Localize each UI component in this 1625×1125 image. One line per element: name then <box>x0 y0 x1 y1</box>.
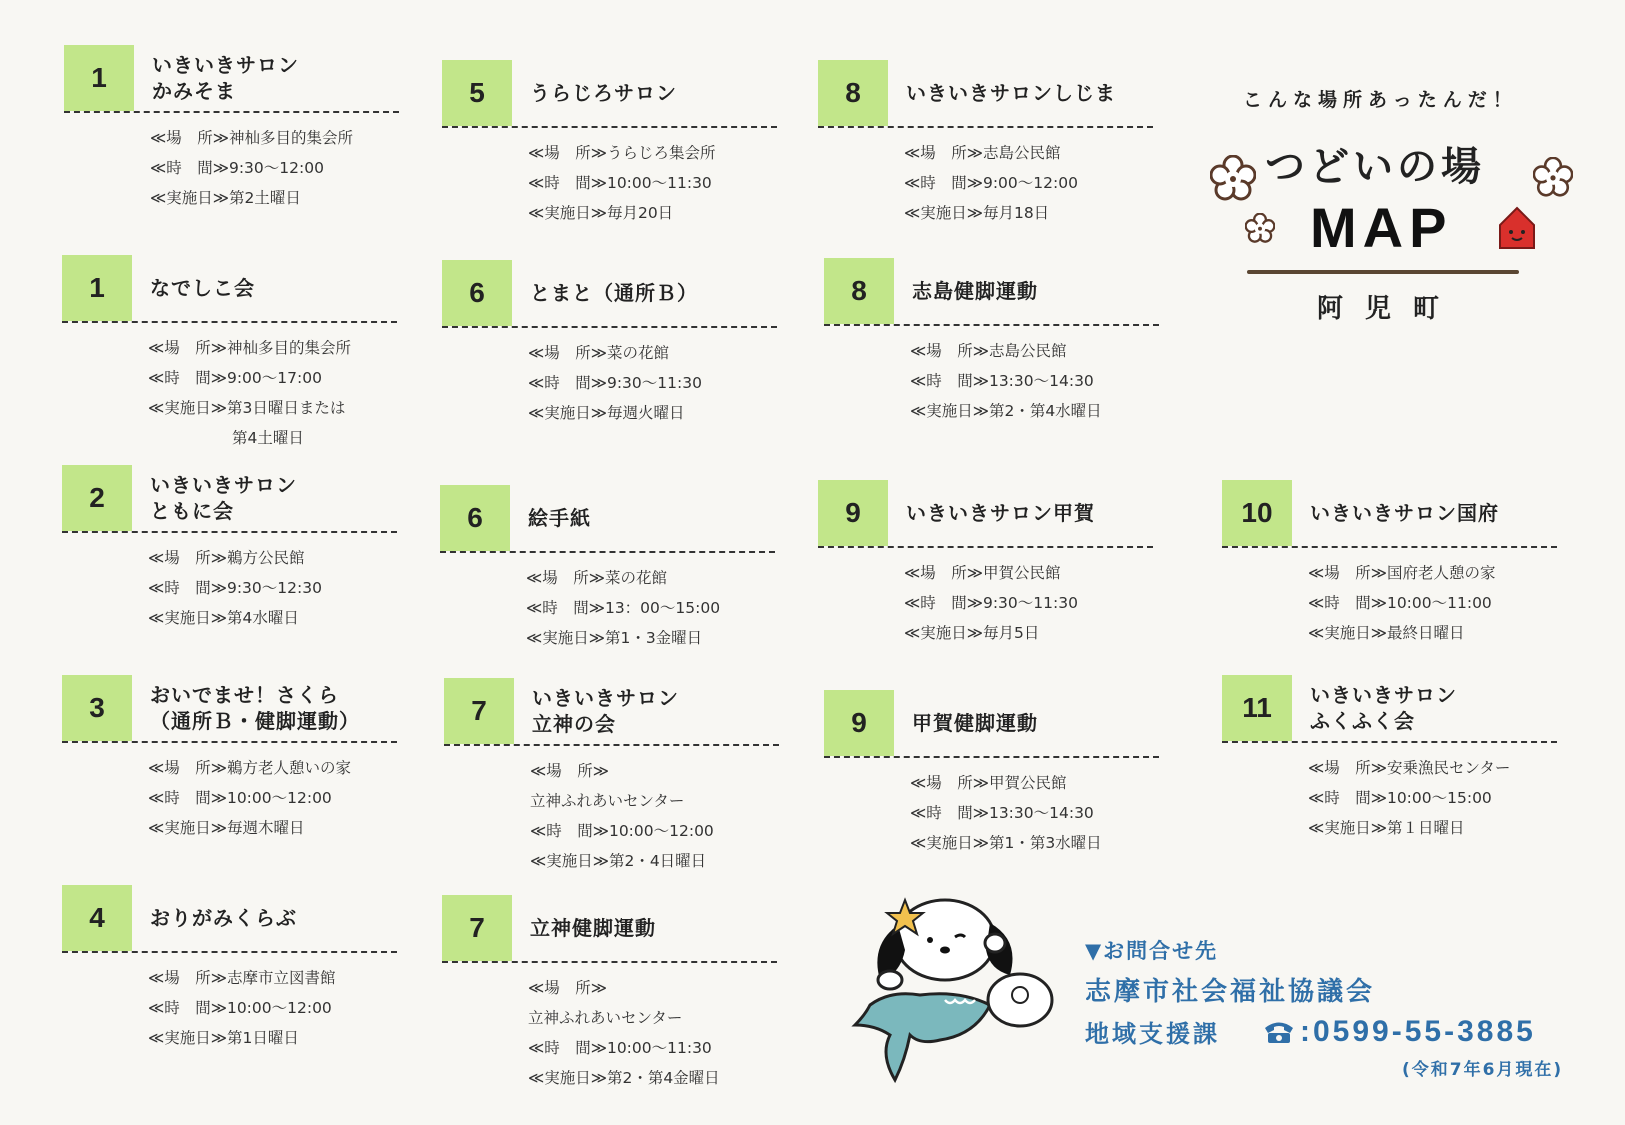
event-card <box>62 255 397 453</box>
card-detail-line: ≪時 間≫13：00～15:00 <box>526 599 721 617</box>
card-header <box>442 895 777 963</box>
card-detail-line: ≪時 間≫9:00～17:00 <box>148 369 322 387</box>
card-detail-line: 立神ふれあいセンター <box>528 1009 683 1027</box>
card-detail-line: ≪場 所≫志島公民館 <box>904 144 1061 162</box>
card-detail-line: ≪実施日≫毎月20日 <box>528 204 674 222</box>
card-detail-line: ≪場 所≫志島公民館 <box>910 342 1067 360</box>
card-header <box>442 60 777 128</box>
card-header <box>440 485 775 553</box>
title-panel <box>1215 85 1575 335</box>
card-header <box>444 678 779 746</box>
card-detail-line: ≪場 所≫甲賀公民館 <box>910 774 1067 792</box>
event-card <box>824 258 1159 426</box>
card-number-badge: 7 <box>444 678 514 744</box>
card-details <box>528 973 777 1093</box>
town-name: 阿児町 <box>1317 294 1462 324</box>
event-card <box>444 678 779 876</box>
card-details <box>910 336 1159 426</box>
card-number-badge: 4 <box>62 885 132 951</box>
contact-row <box>1085 1014 1536 1049</box>
card-details <box>526 563 775 653</box>
card-title: とまと（通所Ｂ） <box>530 281 698 305</box>
card-details <box>150 123 399 213</box>
card-title: 甲賀健脚運動 <box>912 711 1038 735</box>
card-details <box>148 753 397 843</box>
card-detail-line: ≪場 所≫安乗漁民センター <box>1308 759 1511 777</box>
card-detail-line: ≪実施日≫第4水曜日 <box>148 609 299 627</box>
card-details <box>530 756 779 876</box>
phone-icon <box>1262 1019 1296 1045</box>
card-number-badge: 8 <box>818 60 888 126</box>
card-title: 志島健脚運動 <box>912 279 1038 303</box>
card-detail-line: ≪実施日≫毎週火曜日 <box>528 404 685 422</box>
card-header <box>1222 480 1557 548</box>
card-number-badge: 7 <box>442 895 512 961</box>
card-number-badge: 10 <box>1222 480 1292 546</box>
card-detail-line: ≪実施日≫第2・4日曜日 <box>530 852 707 870</box>
event-card <box>442 60 777 228</box>
card-number-badge: 6 <box>442 260 512 326</box>
card-detail-line: ≪実施日≫第3日曜日または <box>148 399 346 417</box>
card-detail-line: ≪場 所≫ <box>530 762 609 780</box>
card-number-badge: 1 <box>62 255 132 321</box>
card-header <box>62 675 397 743</box>
card-header <box>62 255 397 323</box>
card-header <box>818 480 1153 548</box>
card-detail-line: ≪時 間≫10:00～15:00 <box>1308 789 1492 807</box>
card-title: いきいきサロン ふくふく会 <box>1310 683 1457 733</box>
card-detail-line: ≪場 所≫ <box>528 979 607 997</box>
card-title: 立神健脚運動 <box>530 916 656 940</box>
card-detail-line: ≪実施日≫第１日曜日 <box>1308 819 1465 837</box>
card-title: いきいきサロン 立神の会 <box>532 686 679 736</box>
card-detail-line: ≪実施日≫第2土曜日 <box>150 189 301 207</box>
card-number-badge: 2 <box>62 465 132 531</box>
card-detail-line: ≪場 所≫志摩市立図書館 <box>148 969 336 987</box>
card-detail-line: ≪場 所≫鵜方老人憩いの家 <box>148 759 351 777</box>
mascot-dog-mermaid-illustration <box>850 895 1075 1090</box>
card-detail-line: ≪場 所≫甲賀公民館 <box>904 564 1061 582</box>
card-number-badge: 1 <box>64 45 134 111</box>
card-detail-line: ≪実施日≫毎週木曜日 <box>148 819 305 837</box>
card-details <box>528 138 777 228</box>
card-detail-line: ≪場 所≫国府老人憩の家 <box>1308 564 1496 582</box>
card-details <box>910 768 1159 858</box>
card-detail-line: ≪実施日≫第1日曜日 <box>148 1029 299 1047</box>
card-details <box>904 138 1153 228</box>
card-detail-line: ≪実施日≫第1・第3水曜日 <box>910 834 1102 852</box>
card-detail-line: ≪時 間≫10:00～11:00 <box>1308 594 1492 612</box>
card-detail-line: ≪実施日≫最終日曜日 <box>1308 624 1465 642</box>
event-card <box>818 60 1153 228</box>
event-card <box>64 45 399 213</box>
card-detail-line: ≪場 所≫神杣多目的集会所 <box>150 129 353 147</box>
card-title: いきいきサロン かみそま <box>152 53 299 103</box>
card-detail-line: ≪時 間≫9:30～12:30 <box>148 579 322 597</box>
card-title: おいでませ！さくら （通所Ｂ・健脚運動） <box>150 683 360 733</box>
flower-icon <box>1210 155 1256 201</box>
date-note: (令和7年6月現在) <box>1402 1060 1564 1080</box>
map-title-line1: つどいの場 <box>1265 144 1485 190</box>
card-detail-line: ≪実施日≫毎月18日 <box>904 204 1050 222</box>
card-detail-line: ≪場 所≫鵜方公民館 <box>148 549 305 567</box>
card-detail-line: ≪時 間≫10:00～12:00 <box>530 822 714 840</box>
phone-number: :0599-55-3885 <box>1300 1014 1536 1048</box>
card-details <box>528 338 777 428</box>
card-header <box>824 258 1159 326</box>
card-details <box>904 558 1153 648</box>
card-details <box>1308 753 1557 843</box>
card-detail-line: ≪実施日≫第2・第4水曜日 <box>910 402 1102 420</box>
contact-block <box>1085 935 1536 1049</box>
card-detail-line: ≪時 間≫10:00～11:30 <box>528 174 712 192</box>
card-detail-line: ≪時 間≫9:30～12:00 <box>150 159 324 177</box>
card-title: いきいきサロン ともに会 <box>150 473 297 523</box>
card-detail-line: ≪場 所≫うらじろ集会所 <box>528 144 716 162</box>
card-header <box>818 60 1153 128</box>
event-card <box>62 675 397 843</box>
event-card <box>62 885 397 1053</box>
card-number-badge: 5 <box>442 60 512 126</box>
card-detail-line: ≪時 間≫9:00～12:00 <box>904 174 1078 192</box>
card-detail-line: ≪時 間≫9:30～11:30 <box>528 374 702 392</box>
house-icon <box>1497 205 1537 251</box>
contact-phone[interactable] <box>1262 1015 1536 1049</box>
event-card <box>62 465 397 633</box>
event-card <box>442 895 777 1093</box>
card-detail-line: ≪場 所≫神杣多目的集会所 <box>148 339 351 357</box>
card-detail-line: ≪場 所≫菜の花館 <box>526 569 667 587</box>
card-header <box>442 260 777 328</box>
card-detail-line: ≪場 所≫菜の花館 <box>528 344 669 362</box>
card-number-badge: 6 <box>440 485 510 551</box>
card-detail-line: ≪時 間≫10:00～12:00 <box>148 999 332 1017</box>
card-title: いきいきサロン国府 <box>1310 501 1499 525</box>
event-card <box>824 690 1159 858</box>
card-header <box>1222 675 1557 743</box>
card-number-badge: 9 <box>824 690 894 756</box>
card-header <box>824 690 1159 758</box>
card-details <box>148 963 397 1053</box>
card-title: いきいきサロンしじま <box>906 81 1116 105</box>
card-details <box>148 543 397 633</box>
card-number-badge: 11 <box>1222 675 1292 741</box>
event-card <box>442 260 777 428</box>
catch-copy: こんな場所あったんだ！ <box>1243 89 1518 111</box>
card-title: うらじろサロン <box>530 81 677 105</box>
card-number-badge: 9 <box>818 480 888 546</box>
card-detail-line: ≪時 間≫10:00～12:00 <box>148 789 332 807</box>
contact-label: ▼お問合せ先 <box>1085 939 1219 963</box>
card-title: おりがみくらぶ <box>150 906 297 930</box>
card-header <box>64 45 399 113</box>
card-details <box>148 333 397 453</box>
card-detail-line: 立神ふれあいセンター <box>530 792 685 810</box>
event-card <box>1222 480 1557 648</box>
card-title: 絵手紙 <box>528 506 591 530</box>
event-card <box>1222 675 1557 843</box>
flower-icon <box>1533 157 1573 197</box>
card-header <box>62 885 397 953</box>
flower-icon <box>1245 213 1275 243</box>
contact-department: 地域支援課 <box>1085 1020 1220 1048</box>
card-details <box>1308 558 1557 648</box>
card-title: いきいきサロン甲賀 <box>906 501 1095 525</box>
contact-organization: 志摩市社会福祉協議会 <box>1085 977 1376 1007</box>
map-title-line2: MAP <box>1310 196 1453 259</box>
card-number-badge: 3 <box>62 675 132 741</box>
card-detail-line: ≪時 間≫13:30～14:30 <box>910 372 1094 390</box>
card-number-badge: 8 <box>824 258 894 324</box>
card-detail-line: ≪時 間≫10:00～11:30 <box>528 1039 712 1057</box>
card-detail-line: ≪時 間≫13:30～14:30 <box>910 804 1094 822</box>
card-detail-line: ≪時 間≫9:30～11:30 <box>904 594 1078 612</box>
event-card <box>818 480 1153 648</box>
card-detail-line: ≪実施日≫第2・第4金曜日 <box>528 1069 720 1087</box>
card-title: なでしこ会 <box>150 276 255 300</box>
card-header <box>62 465 397 533</box>
card-detail-line: ≪実施日≫毎月5日 <box>904 624 1040 642</box>
event-card <box>440 485 775 653</box>
card-detail-line: ≪実施日≫第1・3金曜日 <box>526 629 703 647</box>
card-detail-line: 第4土曜日 <box>232 429 304 447</box>
title-divider <box>1247 270 1519 274</box>
